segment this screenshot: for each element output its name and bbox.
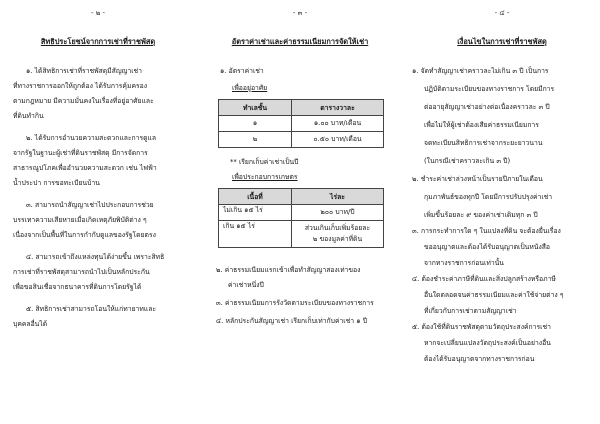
- text-line: อื่นใดตลอดจนค่าธรรมเนียมและค่าใช้จ่ายต่าง ๆ: [424, 291, 564, 299]
- column-header: ทำเลชั้น: [219, 100, 292, 116]
- text-line: ปฏิบัติตามระเบียบของทางราชการ โดยมีการ: [424, 85, 555, 93]
- text-line: เพื่อไม่ให้ผู้เช่าต้องเสียค่าธรรมเนียมการ: [424, 121, 539, 129]
- text-line: กุมภาพันธ์ของทุกปี โดยมีการปรับปรุงค่าเช่า: [424, 193, 553, 201]
- residential-rate-table: [218, 99, 384, 148]
- section-title-rates: อัตราค่าเช่าและค่าธรรมเนียมการจัดให้เช่า: [231, 37, 369, 46]
- text-line: จดทะเบียนสิทธิการเช่าจากระยะยาวนาน: [424, 139, 543, 147]
- text-line: ที่เกี่ยวกับการเช่าตามสัญญาเช่า: [424, 307, 517, 315]
- table-cell: ๐.๕๐ บาท/เดือน: [292, 132, 384, 148]
- text-line: ๓. ค่าธรรมเนียมการรังวัดตามระเบียบของทางราชการ: [216, 299, 374, 307]
- table-row: [219, 116, 384, 132]
- text-line: ตามกฎหมาย มีความมั่นคงในเรื่องที่อยู่อาศัยและ: [13, 97, 154, 105]
- text-line: จากรัฐในฐานะผู้เช่าที่ดินราชพัสดุ มีการจัดการ: [13, 149, 148, 157]
- table-cell: ๑: [219, 116, 292, 132]
- subheading-agriculture: เพื่อประกอบการเกษตร: [232, 173, 298, 181]
- text-line: น้ำประปา การขอทะเบียนบ้าน: [13, 179, 100, 187]
- page-number: - ๒ -: [90, 9, 106, 17]
- table-cell: ๒๐๐ บาท/ปี: [292, 205, 384, 221]
- subheading-residential: เพื่ออยู่อาศัย: [232, 84, 268, 92]
- table-header-row: [219, 189, 384, 205]
- table-row: [219, 205, 384, 221]
- text-line: ๔. หลักประกันสัญญาเช่า เรียกเก็บเท่ากับค่าเช่า ๑ ปี: [216, 317, 368, 325]
- table-row: [219, 132, 384, 148]
- text-line: ๒. ได้รับการอำนวยความสะดวกและการดูแล: [26, 134, 157, 142]
- text-line: ที่ดินทำกิน: [13, 112, 44, 120]
- agriculture-rate-table: [218, 188, 384, 248]
- column-header: ตารางวาละ: [292, 100, 384, 116]
- text-line: ๔. สามารถเข้าถึงแหล่งทุนได้ง่ายขึ้น เพราะสิทธิ: [26, 253, 165, 261]
- text-line: ๓. การกระทำการใด ๆ ในแปลงที่ดิน จะต้องยื่นเรื่อง: [412, 227, 561, 235]
- cell-line: ส่วนเกินเก็บเพิ่มร้อยละ: [304, 224, 371, 232]
- column-conditions: [404, 0, 600, 424]
- note-text: ** เรียกเก็บค่าเช่าเป็นปี: [230, 158, 299, 166]
- text-line: เนื่องจากเป็นพื้นที่ในการกำกับดูแลของรัฐโดยตรง: [13, 231, 156, 239]
- text-line: ค่าเช่าหนึ่งปี: [228, 281, 264, 289]
- text-line: เพื่อขอสินเชื่อจากธนาคารที่ดินการโดยรัฐได้: [13, 283, 142, 291]
- text-line: ๒. ค่าธรรมเนียมแรกเข้าเพื่อทำสัญญาสองเท่าของ: [216, 266, 361, 274]
- section-title-conditions: เงื่อนไขในการเช่าที่ราชพัสดุ: [457, 37, 547, 46]
- table-cell: เกิน ๑๕ ไร่: [219, 221, 292, 248]
- table-cell: ๒: [219, 132, 292, 148]
- column-benefits: [0, 0, 196, 424]
- text-line: ๓. สามารถนำสัญญาเช่าไปประกอบการช่วย: [26, 201, 154, 209]
- section-title-benefits: สิทธิประโยชน์จากการเช่าที่ราชพัสดุ: [40, 37, 156, 46]
- text-line: (ในกรณีเช่าคราวละเกิน ๓ ปี): [424, 157, 511, 165]
- text-line: ๑. ได้สิทธิการเช่าที่ราชพัสดุมีสัญญาเช่า: [26, 67, 142, 75]
- column-header: เนื้อที่: [219, 189, 292, 205]
- text-line: ๕. ต้องใช้ที่ดินราชพัสดุตามวัตถุประสงค์การเช่า: [412, 323, 551, 331]
- text-line: ๑. จัดทำสัญญาเช่าคราวละไม่เกิน ๓ ปี เป็นการ: [412, 67, 549, 75]
- text-line: ๔. ต้องชำระค่าภาษีที่ดินและสิ่งปลูกสร้างหรือภาษี: [412, 275, 556, 283]
- column-rates: [202, 0, 398, 424]
- text-line: ๕. สิทธิการเช่าสามารถโอนให้แก่ทายาทและ: [26, 305, 157, 313]
- text-line: บรรเทาความเสียหายเมื่อเกิดเหตุภัยพิบัติต่าง ๆ: [13, 216, 147, 224]
- text-line: ต่ออายุสัญญาเช่าอย่างต่อเนื่องคราวละ ๓ ปี: [424, 103, 550, 111]
- page-number: - ๓ -: [292, 9, 308, 17]
- text-line: ขออนุญาตและต้องได้รับอนุญาตเป็นหนังสือ: [424, 243, 550, 251]
- table-row: [219, 221, 384, 248]
- text-line: ที่ทางราชการออกให้ถูกต้อง ได้รับการคุ้มครอง: [13, 82, 148, 90]
- table-cell: ๑.๐๐ บาท/เดือน: [292, 116, 384, 132]
- text-line: เพิ่มขึ้นร้อยละ ๙ ของค่าเช่าเดิมทุก ๓ ปี: [424, 211, 538, 219]
- table-cell: ไม่เกิน ๑๕ ไร่: [219, 205, 292, 221]
- text-line: บุคคลอื่นได้: [13, 320, 48, 328]
- cell-line: ๒ ของมูลค่าที่ดิน: [312, 235, 363, 243]
- column-header: ไร่ละ: [292, 189, 384, 205]
- text-line: การเช่าที่ราชพัสดุสามารถนำไปเป็นหลักประกัน: [13, 268, 150, 276]
- text-line: ต้องได้รับอนุญาตจากทางราชการก่อน: [424, 355, 535, 363]
- text-line: จากทางราชการก่อนเท่านั้น: [424, 259, 504, 267]
- page-number: - ๔ -: [494, 9, 510, 17]
- table-header-row: [219, 100, 384, 116]
- text-line: หากจะเปลี่ยนแปลงวัตถุประสงค์เป็นอย่างอื่น: [424, 339, 551, 347]
- text-line: ๒. ชำระค่าเช่าล่วงหน้าเป็นรายปีภายในเดือน: [412, 175, 543, 183]
- table-cell: [292, 221, 384, 248]
- text-line: สาธารณูปโภคเพื่ออำนวยความสะดวก เช่น ไฟฟ้า: [13, 164, 157, 172]
- rate-heading: ๑. อัตราค่าเช่า: [220, 67, 264, 75]
